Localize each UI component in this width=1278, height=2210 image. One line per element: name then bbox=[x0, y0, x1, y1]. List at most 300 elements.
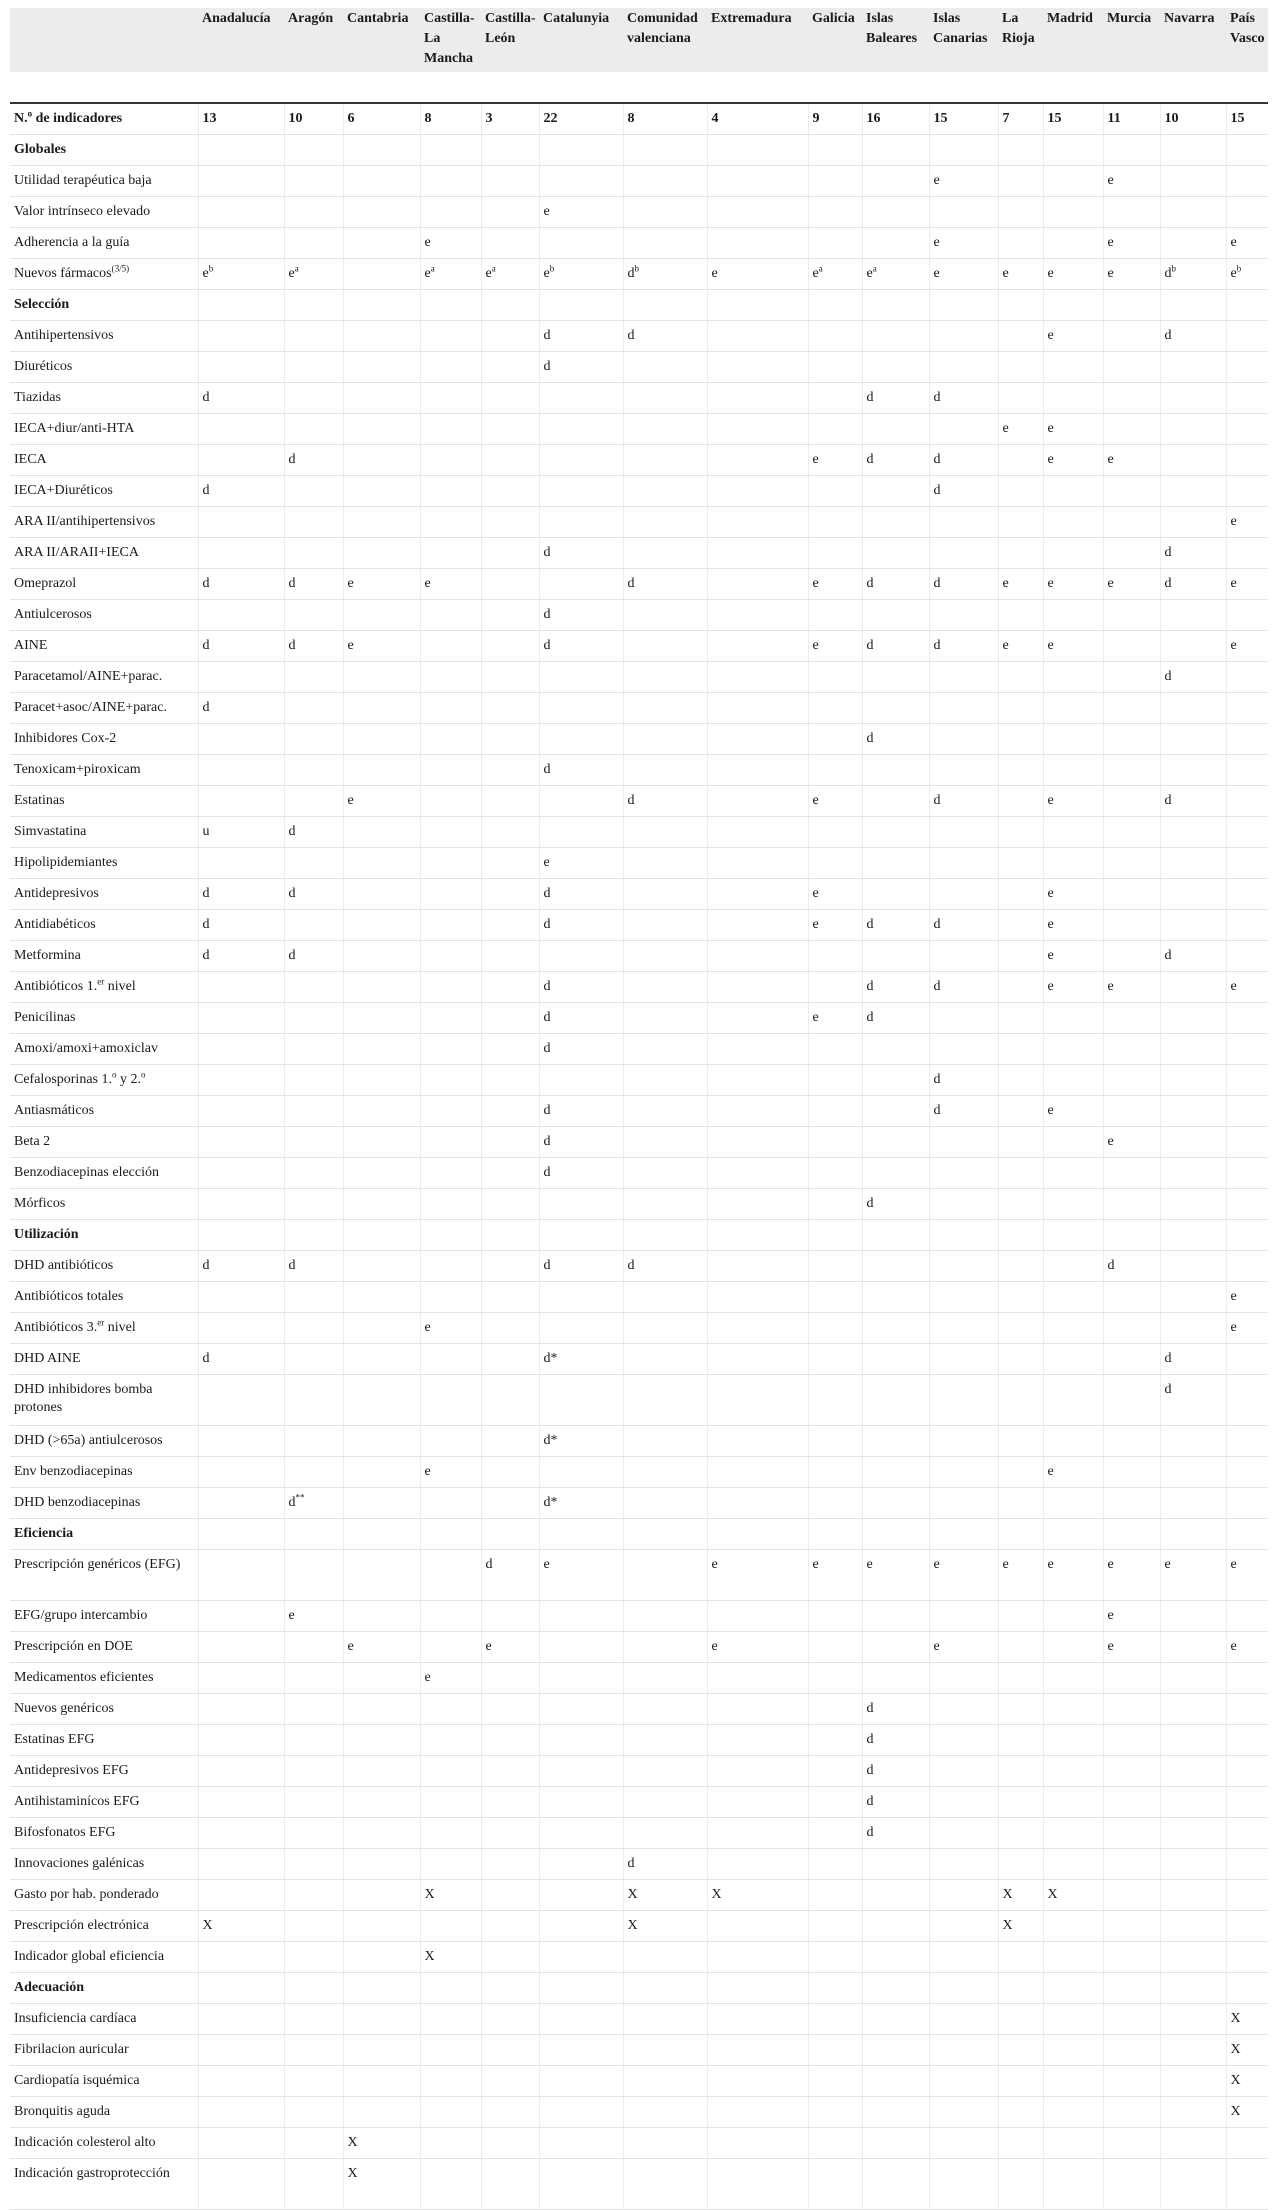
indicator-cell bbox=[623, 1375, 707, 1426]
indicator-cell bbox=[420, 259, 481, 290]
indicator-cell bbox=[539, 383, 623, 414]
indicator-cell bbox=[623, 972, 707, 1003]
indicator-cell bbox=[1160, 1375, 1226, 1426]
indicator-label-text: Indicación gastroprotección bbox=[14, 2166, 170, 2181]
indicator-count-cell: 10 bbox=[1160, 103, 1226, 135]
indicator-cell bbox=[998, 1344, 1043, 1375]
empty-cell bbox=[284, 135, 343, 166]
indicator-cell bbox=[420, 1426, 481, 1457]
indicator-cell bbox=[1043, 1880, 1103, 1911]
indicator-cell bbox=[1226, 662, 1268, 693]
indicator-cell bbox=[707, 1601, 808, 1632]
cell-mark: e bbox=[1002, 576, 1009, 591]
indicator-row bbox=[10, 1601, 1268, 1632]
cell-mark: d bbox=[543, 979, 551, 994]
indicator-cell bbox=[539, 1880, 623, 1911]
indicator-label-text: Indicador global eficiencia bbox=[14, 1949, 165, 1964]
indicator-label-text: Paracetamol/AINE+parac. bbox=[14, 669, 163, 684]
indicator-label bbox=[10, 848, 198, 879]
indicator-cell bbox=[420, 538, 481, 569]
indicator-cell bbox=[707, 1313, 808, 1344]
indicator-cell bbox=[284, 166, 343, 197]
indicator-label bbox=[10, 1127, 198, 1158]
indicator-cell bbox=[198, 414, 284, 445]
indicator-cell bbox=[808, 1127, 862, 1158]
indicator-cell bbox=[862, 1849, 929, 1880]
indicator-label-text: Antibióticos totales bbox=[14, 1289, 124, 1304]
indicator-cell bbox=[1160, 166, 1226, 197]
indicator-cell bbox=[539, 2159, 623, 2210]
cell-mark: d bbox=[627, 266, 635, 281]
indicator-cell bbox=[707, 1096, 808, 1127]
indicator-label-text: Estatinas EFG bbox=[14, 1732, 95, 1747]
indicator-cell bbox=[808, 1457, 862, 1488]
cell-mark: d bbox=[627, 576, 635, 591]
indicator-cell bbox=[623, 1663, 707, 1694]
cell-mark: d bbox=[933, 1072, 941, 1087]
cell-mark: d bbox=[543, 1258, 551, 1273]
indicator-cell bbox=[623, 538, 707, 569]
indicator-label-text: Antidepresivos bbox=[14, 886, 99, 901]
cell-mark: d bbox=[866, 1010, 874, 1025]
cell-mark: d bbox=[543, 1041, 551, 1056]
indicator-label bbox=[10, 1849, 198, 1880]
empty-cell bbox=[1160, 135, 1226, 166]
empty-cell bbox=[1043, 1220, 1103, 1251]
indicator-label bbox=[10, 1003, 198, 1034]
indicator-cell bbox=[284, 1344, 343, 1375]
column-header bbox=[1226, 8, 1268, 72]
indicator-cell bbox=[998, 2066, 1043, 2097]
empty-cell bbox=[808, 290, 862, 321]
indicator-cell bbox=[539, 1849, 623, 1880]
column-header-line: Islas bbox=[866, 11, 894, 26]
column-header bbox=[707, 8, 808, 72]
indicator-cell bbox=[284, 569, 343, 600]
indicator-cell bbox=[808, 1849, 862, 1880]
indicator-cell bbox=[1160, 786, 1226, 817]
indicator-cell bbox=[539, 476, 623, 507]
indicator-cell bbox=[929, 662, 998, 693]
indicator-cell bbox=[481, 1189, 539, 1220]
indicator-cell bbox=[198, 2097, 284, 2128]
indicator-cell bbox=[808, 2035, 862, 2066]
indicator-cell bbox=[1226, 1375, 1268, 1426]
indicator-label-rest: y 2. bbox=[116, 1072, 141, 1087]
indicator-cell bbox=[1226, 507, 1268, 538]
indicator-cell bbox=[1103, 1787, 1160, 1818]
indicator-cell bbox=[539, 1787, 623, 1818]
column-header bbox=[481, 8, 539, 72]
cell-mark: X bbox=[627, 1887, 638, 1902]
indicator-cell bbox=[707, 445, 808, 476]
indicator-label-text: Bronquitis aguda bbox=[14, 2104, 111, 2119]
indicator-cell bbox=[284, 910, 343, 941]
cell-mark: e bbox=[1047, 979, 1054, 994]
cell-mark: e bbox=[1047, 1103, 1054, 1118]
indicator-cell bbox=[420, 1601, 481, 1632]
indicator-cell bbox=[284, 2035, 343, 2066]
indicator-cell bbox=[420, 2066, 481, 2097]
indicator-cell bbox=[929, 848, 998, 879]
cell-mark: d bbox=[543, 607, 551, 622]
indicator-cell bbox=[284, 2128, 343, 2159]
cell-mark: e bbox=[866, 266, 873, 281]
cell-mark: e bbox=[1047, 328, 1054, 343]
indicator-cell bbox=[198, 1313, 284, 1344]
indicator-cell bbox=[1160, 910, 1226, 941]
indicator-cell bbox=[862, 1550, 929, 1601]
indicator-cell bbox=[929, 321, 998, 352]
indicator-cell bbox=[420, 321, 481, 352]
indicator-cell bbox=[284, 1003, 343, 1034]
cell-mark: d bbox=[866, 1196, 874, 1211]
indicator-cell bbox=[862, 1158, 929, 1189]
indicator-cell bbox=[862, 1694, 929, 1725]
indicator-cell bbox=[1160, 1849, 1226, 1880]
indicator-cell bbox=[1160, 1663, 1226, 1694]
indicator-cell bbox=[284, 2004, 343, 2035]
indicator-cell bbox=[539, 166, 623, 197]
cell-mark: d bbox=[866, 917, 874, 932]
cell-mark: e bbox=[812, 1010, 819, 1025]
cell-mark-sup: b bbox=[1171, 263, 1176, 274]
indicator-label-text: Antidepresivos EFG bbox=[14, 1763, 129, 1778]
indicator-count-cell: 9 bbox=[808, 103, 862, 135]
indicator-cell bbox=[539, 1344, 623, 1375]
cell-mark: e bbox=[1230, 266, 1237, 281]
indicator-cell bbox=[623, 600, 707, 631]
indicator-cell bbox=[198, 352, 284, 383]
indicator-cell bbox=[481, 538, 539, 569]
cell-mark: d bbox=[866, 576, 874, 591]
indicator-cell bbox=[198, 1632, 284, 1663]
indicator-label bbox=[10, 1375, 198, 1426]
indicator-cell bbox=[1226, 1488, 1268, 1519]
indicator-cell bbox=[623, 910, 707, 941]
indicator-cell bbox=[998, 259, 1043, 290]
indicator-cell bbox=[929, 600, 998, 631]
indicator-cell bbox=[929, 2159, 998, 2210]
indicator-cell bbox=[998, 569, 1043, 600]
cell-mark: e bbox=[1047, 886, 1054, 901]
empty-cell bbox=[998, 1973, 1043, 2004]
indicator-cell bbox=[1226, 1158, 1268, 1189]
indicator-cell bbox=[808, 1911, 862, 1942]
indicator-cell bbox=[1160, 1065, 1226, 1096]
section-title: Selección bbox=[10, 290, 198, 321]
indicator-cell bbox=[284, 600, 343, 631]
cell-mark: e bbox=[933, 1639, 940, 1654]
empty-cell bbox=[929, 290, 998, 321]
indicator-label bbox=[10, 786, 198, 817]
indicator-cell bbox=[1043, 2128, 1103, 2159]
indicator-cell bbox=[929, 569, 998, 600]
indicator-cell bbox=[998, 507, 1043, 538]
indicator-cell bbox=[623, 197, 707, 228]
indicator-cell bbox=[284, 2159, 343, 2210]
indicator-cell bbox=[420, 1282, 481, 1313]
indicator-cell bbox=[707, 2066, 808, 2097]
indicator-cell bbox=[1226, 2004, 1268, 2035]
indicator-cell bbox=[1043, 631, 1103, 662]
indicator-cell bbox=[707, 1034, 808, 1065]
indicator-label-sup: o bbox=[111, 1069, 117, 1080]
indicator-row bbox=[10, 1488, 1268, 1519]
indicator-cell bbox=[343, 631, 420, 662]
empty-cell bbox=[862, 1973, 929, 2004]
indicator-label bbox=[10, 1550, 198, 1601]
indicator-cell bbox=[1160, 1488, 1226, 1519]
indicator-cell bbox=[1043, 600, 1103, 631]
cell-mark: d bbox=[1164, 1351, 1172, 1366]
empty-cell bbox=[481, 290, 539, 321]
cell-mark: e bbox=[1002, 421, 1009, 436]
indicator-cell bbox=[420, 1457, 481, 1488]
indicator-cell bbox=[998, 1601, 1043, 1632]
indicator-cell bbox=[420, 1663, 481, 1694]
count-label-rest: de indicadores bbox=[32, 111, 123, 126]
indicator-cell bbox=[343, 1550, 420, 1601]
indicator-label bbox=[10, 1426, 198, 1457]
indicator-cell bbox=[343, 1942, 420, 1973]
cell-mark: d bbox=[288, 948, 296, 963]
indicator-cell bbox=[539, 321, 623, 352]
empty-cell bbox=[420, 1973, 481, 2004]
cell-mark: d bbox=[1164, 328, 1172, 343]
column-header-line: Canarias bbox=[933, 31, 988, 46]
indicator-cell bbox=[539, 2035, 623, 2066]
indicator-cell bbox=[420, 817, 481, 848]
cell-mark: d bbox=[202, 576, 210, 591]
indicator-cell bbox=[198, 1344, 284, 1375]
cell-mark: e bbox=[1230, 638, 1237, 653]
indicator-cell bbox=[862, 383, 929, 414]
indicator-cell bbox=[1160, 445, 1226, 476]
cell-mark: d bbox=[1164, 1382, 1172, 1397]
indicator-cell bbox=[198, 1756, 284, 1787]
indicator-cell bbox=[481, 1694, 539, 1725]
cell-mark: e bbox=[347, 576, 354, 591]
indicator-cell bbox=[1226, 383, 1268, 414]
indicator-cell bbox=[707, 848, 808, 879]
indicator-cell bbox=[1043, 1632, 1103, 1663]
indicator-cell bbox=[929, 2066, 998, 2097]
indicator-cell bbox=[539, 1601, 623, 1632]
indicator-cell bbox=[929, 1344, 998, 1375]
empty-cell bbox=[707, 1519, 808, 1550]
indicator-cell bbox=[998, 1818, 1043, 1849]
indicator-count-cell: 10 bbox=[284, 103, 343, 135]
indicator-cell bbox=[284, 1942, 343, 1973]
column-header-line: Islas bbox=[933, 11, 961, 26]
indicator-cell bbox=[862, 445, 929, 476]
indicator-cell bbox=[481, 2097, 539, 2128]
indicator-cell bbox=[623, 1694, 707, 1725]
indicator-cell bbox=[1103, 600, 1160, 631]
header-separator bbox=[10, 72, 1268, 103]
indicator-cell bbox=[1043, 1601, 1103, 1632]
empty-cell bbox=[481, 1220, 539, 1251]
indicator-cell bbox=[862, 259, 929, 290]
indicator-cell bbox=[808, 1189, 862, 1220]
indicator-cell bbox=[808, 476, 862, 507]
cell-mark: e bbox=[1107, 235, 1114, 250]
empty-cell bbox=[198, 1519, 284, 1550]
indicator-cell bbox=[1103, 1663, 1160, 1694]
indicator-cell bbox=[539, 2097, 623, 2128]
indicator-cell bbox=[198, 600, 284, 631]
indicator-label bbox=[10, 600, 198, 631]
indicator-cell bbox=[343, 910, 420, 941]
indicator-cell bbox=[284, 662, 343, 693]
indicator-cell bbox=[481, 1663, 539, 1694]
indicator-label bbox=[10, 538, 198, 569]
indicator-cell bbox=[1043, 1756, 1103, 1787]
indicator-cell bbox=[623, 1756, 707, 1787]
indicator-cell bbox=[420, 1694, 481, 1725]
indicator-cell bbox=[343, 1096, 420, 1127]
indicator-cell bbox=[998, 476, 1043, 507]
indicator-cell bbox=[198, 910, 284, 941]
indicator-cell bbox=[998, 2097, 1043, 2128]
indicator-cell bbox=[707, 1426, 808, 1457]
indicator-cell bbox=[1160, 724, 1226, 755]
indicator-cell bbox=[862, 1457, 929, 1488]
header-corner bbox=[10, 8, 198, 72]
indicator-cell bbox=[1160, 879, 1226, 910]
indicator-cell bbox=[623, 2035, 707, 2066]
indicator-cell bbox=[284, 1426, 343, 1457]
indicator-cell bbox=[1226, 1632, 1268, 1663]
cell-mark: X bbox=[424, 1887, 435, 1902]
indicator-cell bbox=[998, 1457, 1043, 1488]
indicator-cell bbox=[1160, 2097, 1226, 2128]
indicator-cell bbox=[1226, 817, 1268, 848]
indicator-cell bbox=[284, 1034, 343, 1065]
indicator-label-text: DHD antibióticos bbox=[14, 1258, 114, 1273]
cell-mark: d bbox=[543, 886, 551, 901]
indicator-cell bbox=[929, 166, 998, 197]
indicator-cell bbox=[1160, 1601, 1226, 1632]
indicator-cell bbox=[1226, 321, 1268, 352]
indicator-cell bbox=[1160, 1251, 1226, 1282]
indicator-cell bbox=[862, 2128, 929, 2159]
indicator-cell bbox=[808, 1550, 862, 1601]
cell-mark: e bbox=[933, 235, 940, 250]
cell-mark: e bbox=[1047, 638, 1054, 653]
indicator-cell bbox=[284, 1550, 343, 1601]
indicator-cell bbox=[420, 1632, 481, 1663]
indicator-cell bbox=[284, 1880, 343, 1911]
indicator-cell bbox=[539, 724, 623, 755]
cell-mark: e bbox=[1107, 1608, 1114, 1623]
indicator-label-text: Antihipertensivos bbox=[14, 328, 114, 343]
cell-mark: d bbox=[933, 452, 941, 467]
indicator-cell bbox=[481, 1426, 539, 1457]
indicator-cell bbox=[343, 228, 420, 259]
indicator-cell bbox=[1043, 941, 1103, 972]
indicator-label bbox=[10, 228, 198, 259]
indicator-cell bbox=[1043, 414, 1103, 445]
indicator-cell bbox=[481, 259, 539, 290]
indicator-cell bbox=[1160, 1550, 1226, 1601]
indicator-cell bbox=[198, 383, 284, 414]
indicator-cell bbox=[1226, 879, 1268, 910]
indicator-row bbox=[10, 352, 1268, 383]
empty-cell bbox=[1226, 1220, 1268, 1251]
cell-mark: d* bbox=[543, 1351, 558, 1366]
indicator-cell bbox=[198, 786, 284, 817]
indicator-cell bbox=[862, 166, 929, 197]
cell-mark: d bbox=[543, 638, 551, 653]
indicator-cell bbox=[420, 662, 481, 693]
indicator-cell bbox=[420, 1158, 481, 1189]
indicator-cell bbox=[1226, 1880, 1268, 1911]
indicator-cell bbox=[1226, 2097, 1268, 2128]
cell-mark: d bbox=[543, 917, 551, 932]
indicator-cell bbox=[539, 1251, 623, 1282]
indicator-label bbox=[10, 414, 198, 445]
indicator-cell bbox=[1103, 2097, 1160, 2128]
indicator-cell bbox=[343, 383, 420, 414]
indicator-cell bbox=[998, 2035, 1043, 2066]
indicator-cell bbox=[623, 1457, 707, 1488]
indicator-cell bbox=[481, 1034, 539, 1065]
indicator-cell bbox=[808, 1601, 862, 1632]
cell-mark: e bbox=[1230, 576, 1237, 591]
indicator-cell bbox=[1226, 848, 1268, 879]
indicator-cell bbox=[998, 1911, 1043, 1942]
indicator-cell bbox=[539, 1550, 623, 1601]
indicator-cell bbox=[539, 1818, 623, 1849]
indicator-cell bbox=[481, 383, 539, 414]
indicator-cell bbox=[198, 693, 284, 724]
indicator-cell bbox=[481, 1457, 539, 1488]
indicator-cell bbox=[707, 600, 808, 631]
indicator-cell bbox=[1226, 693, 1268, 724]
cell-mark: d bbox=[485, 1557, 493, 1572]
indicator-cell bbox=[284, 1457, 343, 1488]
column-header-line: Galicia bbox=[812, 11, 855, 26]
indicator-label bbox=[10, 1034, 198, 1065]
indicator-cell bbox=[1043, 2035, 1103, 2066]
indicator-cell bbox=[198, 1942, 284, 1973]
indicator-cell bbox=[1160, 1457, 1226, 1488]
indicator-cell bbox=[1160, 2128, 1226, 2159]
indicator-cell bbox=[198, 1911, 284, 1942]
indicator-cell bbox=[929, 228, 998, 259]
cell-mark: e bbox=[347, 638, 354, 653]
empty-cell bbox=[623, 1220, 707, 1251]
indicator-cell bbox=[707, 631, 808, 662]
indicator-cell bbox=[998, 1158, 1043, 1189]
cell-mark: d bbox=[288, 638, 296, 653]
indicator-cell bbox=[343, 1457, 420, 1488]
cell-mark: d bbox=[1107, 1258, 1115, 1273]
indicator-cell bbox=[539, 1663, 623, 1694]
indicator-cell bbox=[808, 166, 862, 197]
indicator-cell bbox=[481, 2159, 539, 2210]
cell-mark: e bbox=[1002, 1557, 1009, 1572]
indicator-cell bbox=[862, 1127, 929, 1158]
indicator-cell bbox=[539, 414, 623, 445]
indicator-cell bbox=[539, 197, 623, 228]
indicator-cell bbox=[1226, 1251, 1268, 1282]
indicator-cell bbox=[707, 507, 808, 538]
indicator-cell bbox=[539, 1313, 623, 1344]
indicator-row bbox=[10, 848, 1268, 879]
